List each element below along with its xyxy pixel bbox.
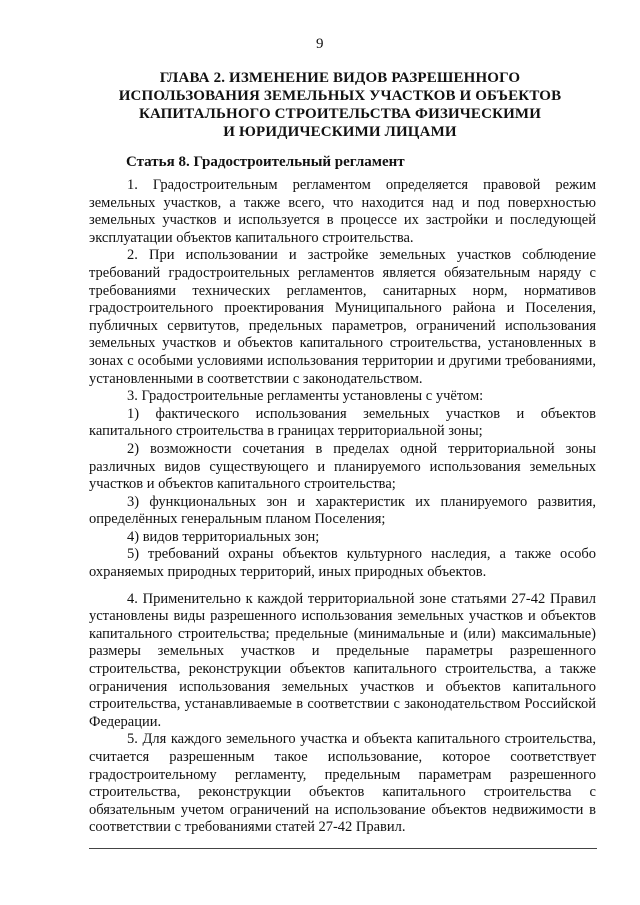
list-item-4: 4) видов территориальных зон; [127, 528, 320, 545]
list-item-1: 1) фактического использования земельных участков и объектов капитального строительства в границах территориальной зоны; [89, 405, 596, 440]
article-title: Статья 8. Градостроительный регламент [126, 154, 405, 170]
list-item-3: 3) функциональных зон и характеристик их планируемого развития, определённых генеральным планом Поселения; [89, 493, 596, 528]
article-body [89, 177, 596, 837]
paragraph-4: 4. Применительно к каждой территориальной зоне статьями 27-42 Правил установлены виды разрешенного использования земельных участков и объектов капитального строительства; предельные (минимальные и (или) максимальные) размеры земельных участков и предельные параметры разрешенного строительства, реконструкции объектов капитального строительства, а также ограничения использования земельных участков и объектов капитального строительства, устанавливаемые в соответствии с законодательством Российской Федерации. [89, 590, 596, 730]
footer-divider [89, 848, 597, 849]
paragraph-5: 5. Для каждого земельного участка и объекта капитального строительства, считается разрешенным такое использование, которое соответствует градостроительному регламенту, предельным параметрам разрешенного строительства, реконструкции объектов капитального строительства с обязательным учетом ограничений на использование объектов недвижимости в соответствии с требованиями статей 27-42 Правил. [89, 731, 596, 836]
paragraph-1: 1. Градостроительным регламентом определяется правовой режим земельных участков, а также всего, что находится над и под поверхностью земельных участков и используется в процессе их застройки и последующей эксплуатации объектов капитального строительства. [89, 177, 596, 246]
page-number: 9 [316, 36, 324, 52]
paragraph-2: 2. При использовании и застройке земельных участков соблюдение требований градостроительных регламентов является обязательным наряду с требованиями технических регламентов, санитарных норм, нормативов градостроительного проектирования Муниципального района и Поселения, публичных сервитутов, предельных параметров, ограничений использования земельных участков и объектов капитального строительства, установленных в зонах с особыми условиями использования территории и другими требованиями, установленными в соответствии с законодательством. [89, 247, 596, 387]
chapter-title-line: И ЮРИДИЧЕСКИМИ ЛИЦАМИ [223, 124, 457, 140]
chapter-title-line: ИСПОЛЬЗОВАНИЯ ЗЕМЕЛЬНЫХ УЧАСТКОВ И ОБЪЕКТОВ [118, 88, 562, 104]
list-item-5: 5) требований охраны объектов культурного наследия, а также особо охраняемых природных территорий, иных природных объектов. [89, 546, 596, 581]
chapter-title [96, 69, 584, 141]
list-item-2: 2) возможности сочетания в пределах одной территориальной зоны различных видов существующего и планируемого использования земельных участков и объектов капитального строительства; [89, 440, 596, 493]
chapter-title-line: ГЛАВА 2. ИЗМЕНЕНИЕ ВИДОВ РАЗРЕШЕННОГО [159, 70, 521, 86]
chapter-title-line: КАПИТАЛЬНОГО СТРОИТЕЛЬСТВА ФИЗИЧЕСКИМИ [138, 106, 542, 122]
paragraph-3: 3. Градостроительные регламенты установлены с учётом: [127, 388, 484, 405]
